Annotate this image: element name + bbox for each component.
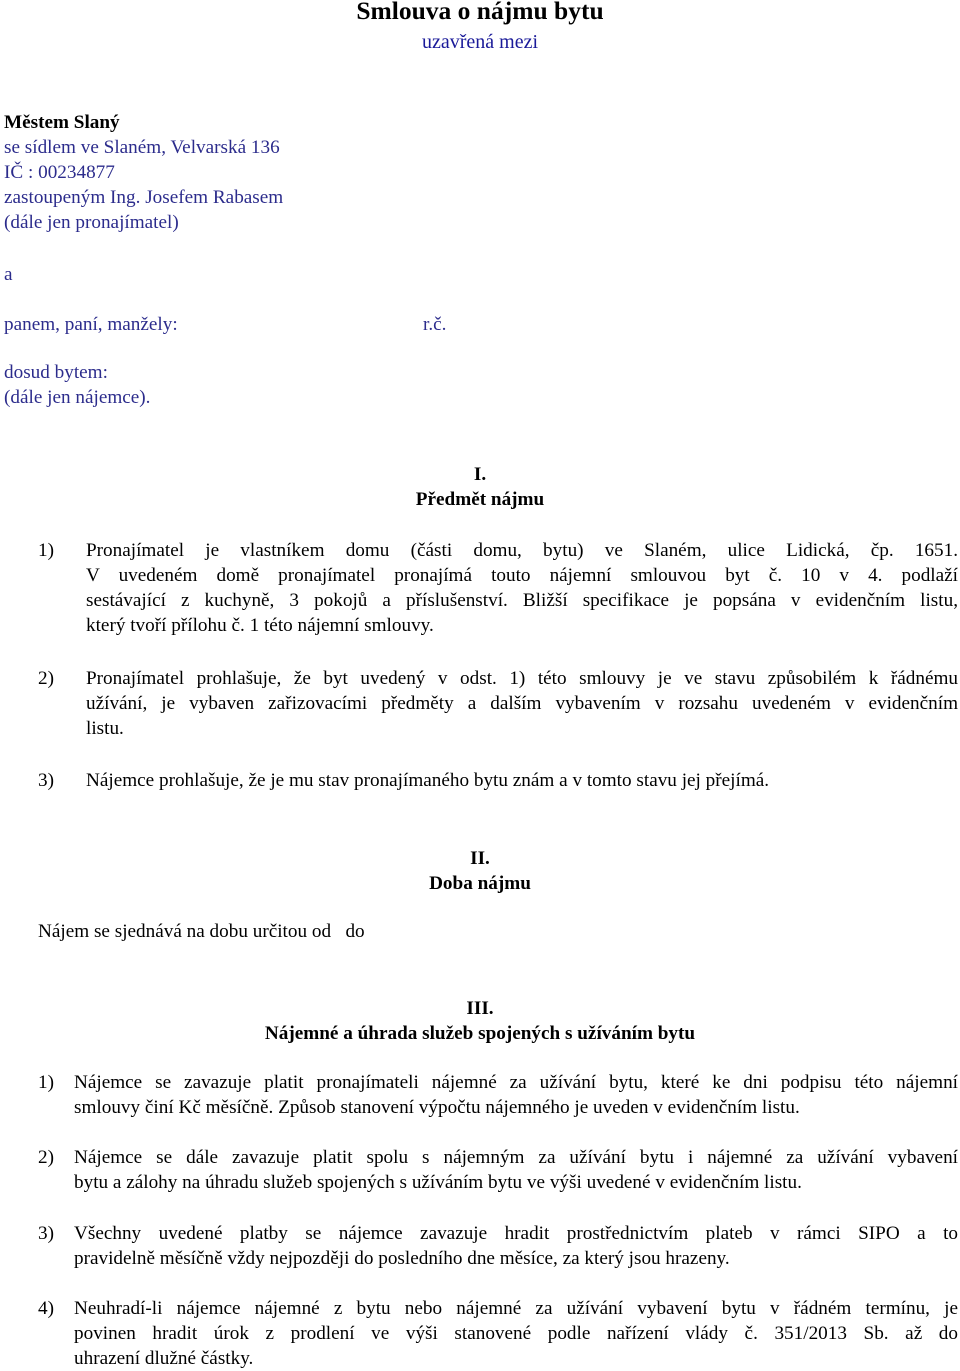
item-paragraph bbox=[86, 768, 958, 793]
item-number: 1) bbox=[38, 1072, 54, 1093]
item-number: 1) bbox=[38, 540, 54, 561]
paragraph-line: Všechny uvedené platby se nájemce zavazuje hradit prostřednictvím plateb v rámci SIPO a to bbox=[74, 1223, 958, 1244]
paragraph-line: Pronajímatel je vlastníkem domu (části domu, bytu) ve Slaném, ulice Lidická, čp. 1651. bbox=[86, 540, 958, 561]
paragraph-line: listu. bbox=[86, 718, 124, 739]
item-paragraph bbox=[74, 1296, 958, 1371]
lease-term-to: do bbox=[345, 921, 365, 942]
landlord-name: Městem Slaný bbox=[4, 112, 120, 133]
item-paragraph bbox=[74, 1221, 958, 1271]
item-paragraph bbox=[86, 666, 958, 741]
paragraph-line: pravidelně měsíčně vždy nejpozději do posledního dne měsíce, za který jsou hrazeny. bbox=[74, 1248, 730, 1269]
tenant-rc-label: r.č. bbox=[423, 314, 447, 335]
lease-term-text bbox=[38, 919, 365, 944]
item-number: 2) bbox=[38, 668, 54, 689]
item-paragraph bbox=[86, 538, 958, 638]
item-paragraph bbox=[74, 1145, 958, 1195]
section-2-heading: Doba nájmu bbox=[429, 873, 531, 894]
paragraph-line: bytu a zálohy na úhradu služeb spojených s užíváním bytu ve výši uvedené v evidenčním listu. bbox=[74, 1172, 802, 1193]
paragraph-line: Nájemce prohlašuje, že je mu stav pronajímaného bytu znám a v tomto stavu jej přejímá. bbox=[86, 770, 770, 791]
landlord-role: (dále jen pronajímatel) bbox=[4, 212, 179, 233]
section-1-heading: Předmět nájmu bbox=[415, 489, 545, 510]
paragraph-line: V uvedeném domě pronajímatel pronajímá touto nájemní smlouvou byt č. 10 v 4. podlaží bbox=[86, 565, 958, 586]
section-3-number: III. bbox=[466, 998, 494, 1019]
item-number: 2) bbox=[38, 1147, 54, 1168]
item-number: 4) bbox=[38, 1298, 54, 1319]
tenant-address-label: dosud bytem: bbox=[4, 362, 108, 383]
paragraph-line: Pronajímatel prohlašuje, že byt uvedený v odst. 1) této smlouvy je ve stavu způsobilém k řádnému bbox=[86, 668, 958, 689]
tenant-role: (dále jen nájemce). bbox=[4, 387, 151, 408]
conjunction: a bbox=[4, 264, 13, 285]
paragraph-line: Nájemce se dále zavazuje platit spolu s nájemným za užívání bytu i nájemné za užívání vybavení bbox=[74, 1147, 958, 1168]
landlord-ico: IČ : 00234877 bbox=[4, 162, 115, 183]
paragraph-line: Nájemce se zavazuje platit pronajímateli nájemné za užívání bytu, které ke dni podpisu této nájemní bbox=[74, 1072, 958, 1093]
section-1-number: I. bbox=[473, 464, 487, 485]
paragraph-line: smlouvy činí Kč měsíčně. Způsob stanovení výpočtu nájemného je uveden v evidenčním listu. bbox=[74, 1097, 800, 1118]
paragraph-line: užívání, je vybaven zařizovacími předměty a dalším vybavením v rozsahu uvedeném v evidenčním bbox=[86, 693, 958, 714]
section-3-heading: Nájemné a úhrada služeb spojených s užíváním bytu bbox=[264, 1023, 696, 1044]
landlord-representative: zastoupeným Ing. Josefem Rabasem bbox=[4, 187, 284, 208]
document-subtitle: uzavřená mezi bbox=[421, 31, 539, 53]
item-paragraph bbox=[74, 1070, 958, 1120]
tenant-label: panem, paní, manžely: bbox=[4, 314, 178, 335]
document-title: Smlouva o nájmu bytu bbox=[356, 0, 604, 25]
item-number: 3) bbox=[38, 770, 54, 791]
landlord-address: se sídlem ve Slaném, Velvarská 136 bbox=[4, 137, 280, 158]
paragraph-line: který tvoří přílohu č. 1 této nájemní smlouvy. bbox=[86, 615, 434, 636]
item-number: 3) bbox=[38, 1223, 54, 1244]
section-2-number: II. bbox=[470, 848, 490, 869]
paragraph-line: povinen hradit úrok z prodlení ve výši stanovené podle nařízení vlády č. 351/2013 Sb. až do bbox=[74, 1323, 958, 1344]
paragraph-line: Neuhradí-li nájemce nájemné z bytu nebo nájemné za užívání vybavení bytu v řádném termínu, je bbox=[74, 1298, 958, 1319]
lease-term-from: Nájem se sjednává na dobu určitou od bbox=[38, 921, 332, 942]
paragraph-line: uhrazení dlužné částky. bbox=[74, 1348, 254, 1369]
paragraph-line: sestávající z kuchyně, 3 pokojů a příslušenství. Bližší specifikace je popsána v evidenčním listu, bbox=[86, 590, 958, 611]
